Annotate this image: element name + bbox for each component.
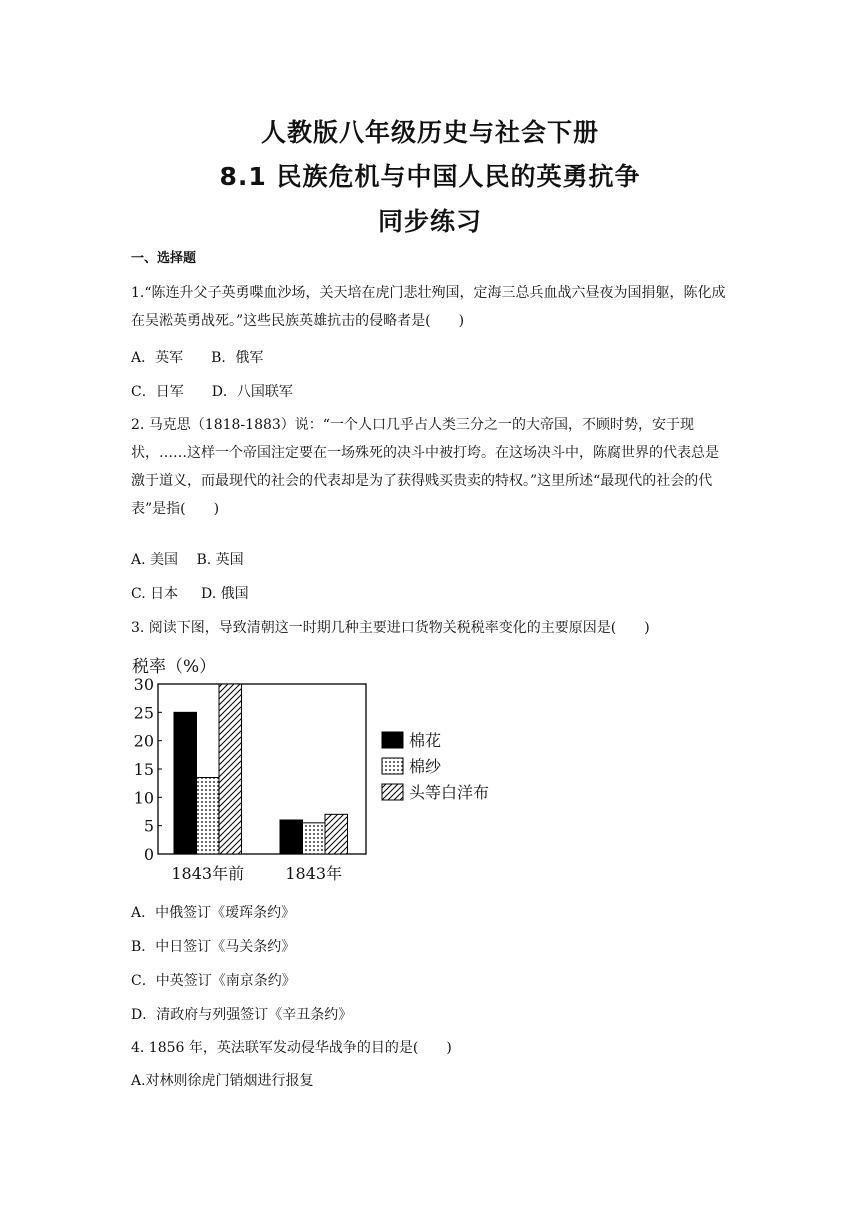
page-title: 人教版八年级历史与社会下册 [260,118,599,147]
y-tick-label: 25 [133,703,154,723]
x-tick-label: 1843年 [285,864,343,883]
bar-棉花 [174,712,197,854]
question-2-options-ab: A. 美国 B. 英国 [131,552,244,568]
y-tick-label: 10 [133,788,154,808]
question-1-options-ab: A．英军 B．俄军 [131,350,264,366]
bar-棉纱 [197,778,220,855]
y-tick-label: 30 [133,675,154,694]
question-3-text: 3. 阅读下图，导致清朝这一时期几种主要进口货物关税税率变化的主要原因是( ) [131,620,650,636]
x-tick-label: 1843年前 [171,864,245,883]
question-2-options-cd: C. 日本 D. 俄国 [131,586,249,602]
bar-棉花 [280,820,303,854]
page-subtitle-2: 同步练习 [377,207,482,236]
legend-label: 头等白洋布 [409,783,490,802]
y-axis-label: 税率（%） [132,657,217,677]
bar-头等白洋布 [325,814,348,854]
legend-label: 棉纱 [409,757,442,776]
question-1-options-cd: C．日军 D．八国联军 [131,384,293,400]
question-3-option-b: B．中日签订《马关条约》 [131,939,296,955]
y-tick-label: 5 [143,816,154,836]
bar-头等白洋布 [219,684,242,854]
question-4-option-a: A.对林则徐虎门销烟进行报复 [131,1073,314,1089]
tariff-bar-chart [128,652,528,887]
y-tick-label: 0 [143,845,154,864]
page-subtitle: 8.1 民族危机与中国人民的英勇抗争 [219,162,641,191]
question-3-option-d: D．清政府与列强签订《辛丑条约》 [131,1007,353,1023]
bar-棉纱 [303,823,326,854]
question-4-text: 4. 1856 年，英法联军发动侵华战争的目的是( ) [131,1040,452,1056]
section-heading: 一、选择题 [131,251,197,266]
legend-swatch [382,732,403,748]
question-1-text: 1.“陈连升父子英勇喋血沙场，关天培在虎门悲壮殉国，定海三总兵血战六昼夜为国捐躯，陈化成在吴淞英勇战死。”这些民族英雄抗击的侵略者是( ) [131,285,726,329]
legend-swatch [382,784,403,800]
y-tick-label: 20 [133,731,154,751]
question-2-text: 2. 马克思（1818-1883）说：“一个人口几乎占人类三分之一的大帝国，不顾时势，安于现状，……这样一个帝国注定要在一场殊死的决斗中被打垮。在这场决斗中，陈腐世界的代表总是激于道义，而最现代的社会的代表却是为了获得贱买贵卖的特权。”这里所述“最现代的社会的代表”是指( ) [131,417,719,517]
question-3-option-c: C．中英签订《南京条约》 [131,973,296,989]
legend-label: 棉花 [409,731,442,750]
legend-swatch [382,758,403,774]
y-tick-label: 15 [133,760,154,779]
question-3-option-a: A．中俄签订《瑷珲条约》 [131,905,296,921]
